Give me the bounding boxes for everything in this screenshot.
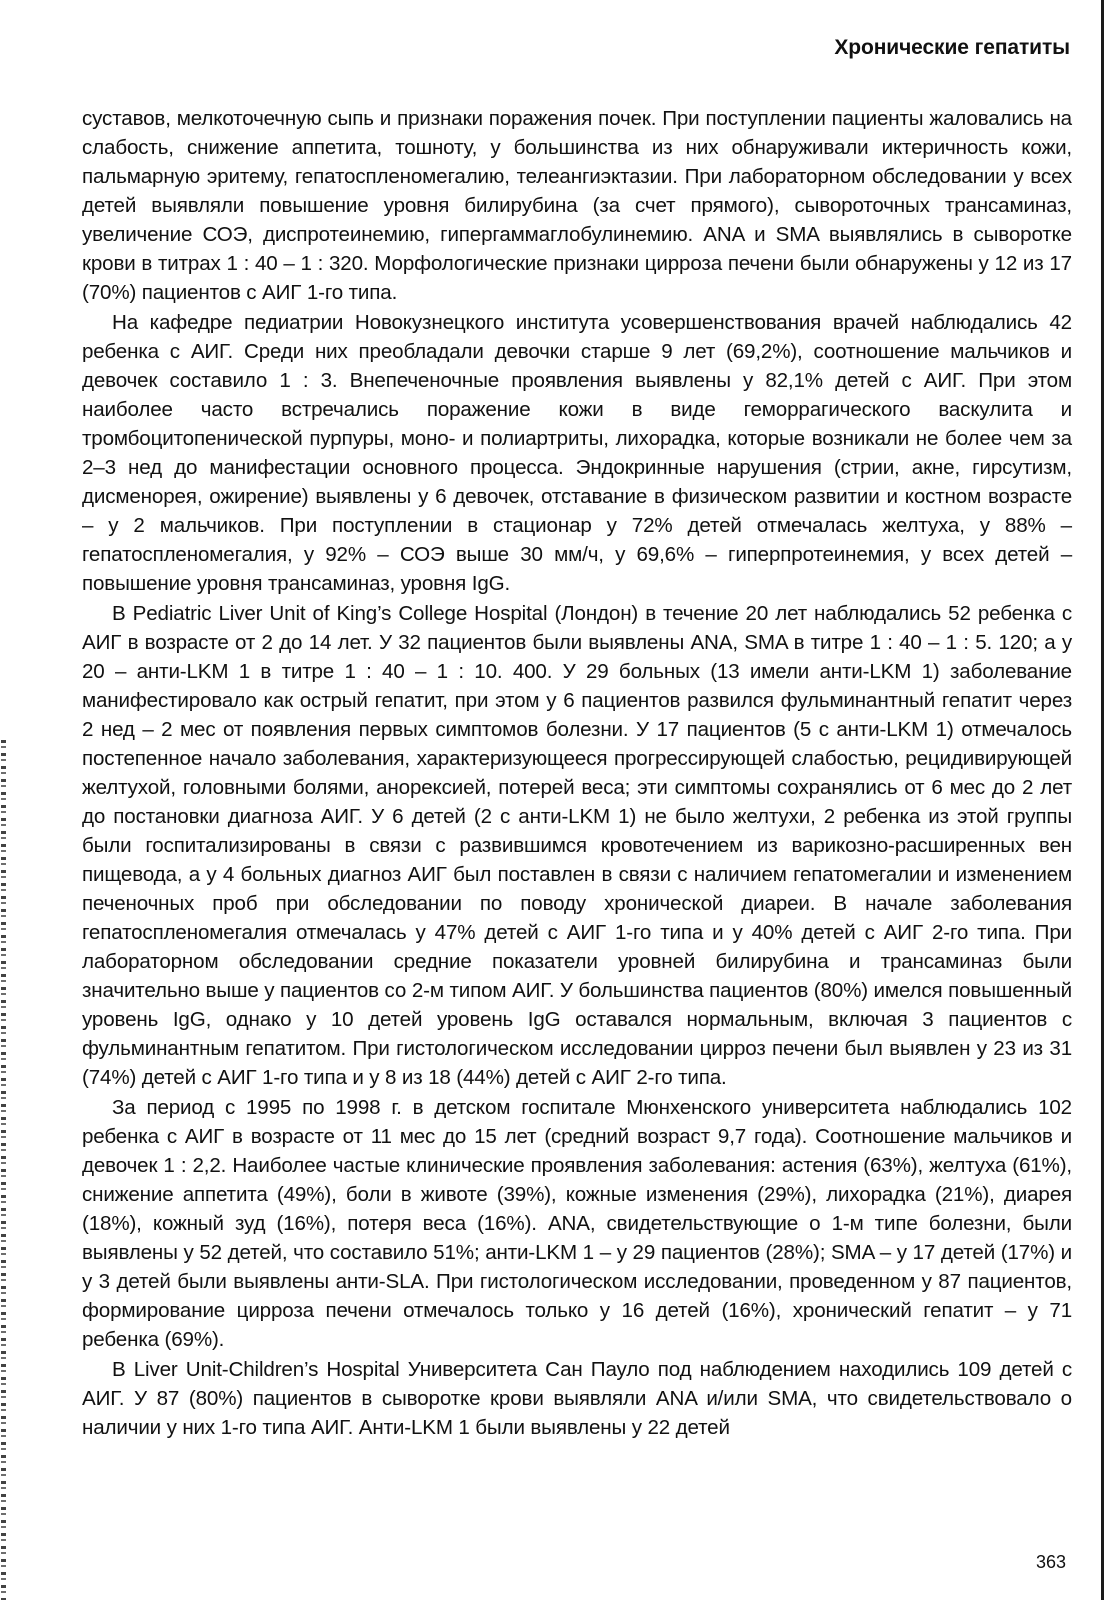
paragraph-1: суставов, мелкоточечную сыпь и признаки поражения почек. При поступлении пациенты жаловались на слабость, снижение аппетита, тошноту, у большинства из них обнаруживали иктеричность кожи, пальмарную эритему, гепатоспленомегалию, телеангиэктазии. При лабораторном обследовании у всех детей выявляли повышение уровня билирубина (за счет прямого), сывороточных трансаминаз, увеличение СОЭ, диспротеинемию, гипергаммаглобулинемию. ANA и SMA выявлялись в сыворотке крови в титрах 1 : 40 – 1 : 320. Морфологические признаки цирроза печени были обнаружены у 12 из 17 (70%) пациентов с АИГ 1-го типа. [82,107,1072,304]
scan-edge-right [1101,0,1104,1600]
paragraph-5: В Liver Unit-Children’s Hospital Университета Сан Пауло под наблюдением находились 109 детей с АИГ. У 87 (80%) пациентов в сыворотке крови выявляли ANA и/или SMA, что свидетельствовало о наличии у них 1-го типа АИГ. Анти-LKM 1 были выявлены у 22 детей [82,1358,1072,1439]
scan-edge-left [1,740,6,1600]
paragraph-4: За период с 1995 по 1998 г. в детском госпитале Мюнхенского университета наблюдались 102 ребенка с АИГ в возрасте от 11 мес до 15 лет (средний возраст 9,7 года). Соотношение мальчиков и девочек 1 : 2,2. Наиболее частые клинические проявления заболевания: астения (63%), желтуха (61%), снижение аппетита (49%), боли в животе (39%), кожные изменения (29%), лихорадка (21%), диарея (18%), кожный зуд (16%), потеря веса (16%). ANA, свидетельствующие о 1-м типе болезни, были выявлены у 52 детей, что составило 51%; анти-LKM 1 – у 29 пациентов (28%); SMA – у 17 детей (17%) и у 3 детей были выявлены анти-SLA. При гистологическом исследовании, проведенном у 87 пациентов, формирование цирроза печени отмечалось только у 16 детей (16%), хронический гепатит – у 71 ребенка (69%). [82,1096,1072,1351]
page-number: 363 [1035,1552,1066,1572]
running-header: Хронические гепатиты [834,36,1070,59]
paragraph-2: На кафедре педиатрии Новокузнецкого института усовершенствования врачей наблюдались 42 ребенка с АИГ. Среди них преобладали девочки старше 9 лет (69,2%), соотношение мальчиков и девочек составило 1 : 3. Внепеченочные проявления выявлены у 82,1% детей с АИГ. При этом наиболее часто встречались поражение кожи в виде геморрагического васкулита и тромбоцитопенической пурпуры, моно- и полиартриты, лихорадка, которые возникали не более чем за 2–3 нед до манифестации основного процесса. Эндокринные нарушения (стрии, акне, гирсутизм, дисменорея, ожирение) выявлены у 6 девочек, отставание в физическом развитии и костном возрасте – у 2 мальчиков. При поступлении в стационар у 72% детей отмечалась желтуха, у 88% – гепатоспленомегалия, у 92% – СОЭ выше 30 мм/ч, у 69,6% – гиперпротеинемия, у всех детей – повышение уровня трансаминаз, уровня IgG. [82,311,1072,595]
page-body [82,104,1072,1442]
paragraph-3: В Pediatric Liver Unit of King’s College Hospital (Лондон) в течение 20 лет наблюдались 52 ребенка с АИГ в возрасте от 2 до 14 лет. У 32 пациентов были выявлены ANA, SMA в титре 1 : 40 – 1 : 5. 120; а у 20 – анти-LKM 1 в титре 1 : 40 – 1 : 10. 400. У 29 больных (13 имели анти-LKM 1) заболевание манифестировало как острый гепатит, при этом у 6 пациентов развился фульминантный гепатит через 2 нед – 2 мес от появления первых симптомов болезни. У 17 пациентов (5 с анти-LKM 1) отмечалось постепенное начало заболевания, характеризующееся прогрессирующей слабостью, рецидивирующей желтухой, головными болями, анорексией, потерей веса; эти симптомы сохранялись от 6 мес до 2 лет до постановки диагноза АИГ. У 6 детей (2 с анти-LKM 1) не было желтухи, 2 ребенка из этой группы были госпитализированы в связи с развившимся кровотечением из варикозно-расширенных вен пищевода, а у 4 больных диагноз АИГ был поставлен в связи с наличием гепатомегалии и изменением печеночных проб при обследовании по поводу хронической диареи. В начале заболевания гепатоспленомегалия отмечалась у 47% детей с АИГ 1-го типа и у 40% детей с АИГ 2-го типа. При лабораторном обследовании средние показатели уровней билирубина и трансаминаз были значительно выше у пациентов со 2-м типом АИГ. У большинства пациентов (80%) имелся повышенный уровень IgG, однако у 10 детей уровень IgG оставался нормальным, включая 3 пациентов с фульминантным гепатитом. При гистологическом исследовании цирроз печени был выявлен у 23 из 31 (74%) детей с АИГ 1-го типа и у 8 из 18 (44%) детей с АИГ 2-го типа. [82,602,1072,1089]
